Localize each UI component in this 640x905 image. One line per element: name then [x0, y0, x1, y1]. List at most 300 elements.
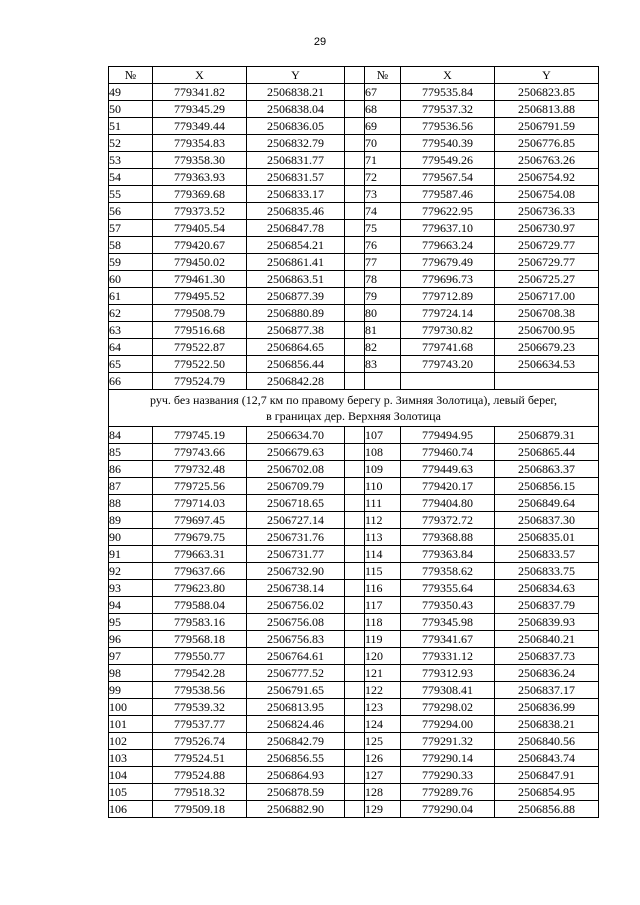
point-number: 107 [365, 427, 401, 444]
column-gap [345, 237, 365, 254]
x-coordinate: 779535.84 [401, 84, 495, 101]
x-coordinate: 779404.80 [401, 495, 495, 512]
x-coordinate: 779549.26 [401, 152, 495, 169]
column-gap [345, 563, 365, 580]
table-row [109, 597, 599, 614]
y-coordinate: 2506856.88 [495, 801, 599, 818]
point-number: 79 [365, 288, 401, 305]
header-y: Y [495, 67, 599, 84]
table-row [109, 631, 599, 648]
column-gap [345, 220, 365, 237]
y-coordinate: 2506861.41 [247, 254, 345, 271]
point-number: 69 [365, 118, 401, 135]
x-coordinate: 779516.68 [153, 322, 247, 339]
x-coordinate: 779308.41 [401, 682, 495, 699]
point-number: 125 [365, 733, 401, 750]
point-number: 54 [109, 169, 153, 186]
column-gap [345, 203, 365, 220]
table-row [109, 750, 599, 767]
y-coordinate: 2506791.65 [247, 682, 345, 699]
point-number: 124 [365, 716, 401, 733]
point-number: 104 [109, 767, 153, 784]
column-gap [345, 529, 365, 546]
x-coordinate: 779373.52 [153, 203, 247, 220]
point-number: 98 [109, 665, 153, 682]
x-coordinate: 779725.56 [153, 478, 247, 495]
x-coordinate: 779509.18 [153, 801, 247, 818]
x-coordinate: 779450.02 [153, 254, 247, 271]
column-gap [345, 135, 365, 152]
table-row [109, 254, 599, 271]
x-coordinate: 779679.75 [153, 529, 247, 546]
x-coordinate: 779537.32 [401, 101, 495, 118]
point-number: 128 [365, 784, 401, 801]
x-coordinate: 779663.31 [153, 546, 247, 563]
x-coordinate: 779622.95 [401, 203, 495, 220]
y-coordinate: 2506854.21 [247, 237, 345, 254]
point-number: 50 [109, 101, 153, 118]
x-coordinate: 779712.89 [401, 288, 495, 305]
table-row [109, 135, 599, 152]
table-row [109, 305, 599, 322]
y-coordinate: 2506708.38 [495, 305, 599, 322]
y-coordinate: 2506847.91 [495, 767, 599, 784]
y-coordinate: 2506634.53 [495, 356, 599, 373]
x-coordinate: 779495.52 [153, 288, 247, 305]
column-gap [345, 597, 365, 614]
x-coordinate: 779524.51 [153, 750, 247, 767]
y-coordinate: 2506856.15 [495, 478, 599, 495]
column-gap [345, 682, 365, 699]
section-1-rows [109, 84, 599, 390]
point-number: 106 [109, 801, 153, 818]
y-coordinate: 2506836.99 [495, 699, 599, 716]
point-number: 59 [109, 254, 153, 271]
table-row [109, 84, 599, 101]
y-coordinate: 2506717.00 [495, 288, 599, 305]
point-number: 86 [109, 461, 153, 478]
column-gap [345, 271, 365, 288]
table-row [109, 339, 599, 356]
y-coordinate: 2506837.17 [495, 682, 599, 699]
x-coordinate: 779536.56 [401, 118, 495, 135]
y-coordinate: 2506754.92 [495, 169, 599, 186]
x-coordinate: 779460.74 [401, 444, 495, 461]
x-coordinate: 779298.02 [401, 699, 495, 716]
y-coordinate: 2506837.73 [495, 648, 599, 665]
page-number: 29 [313, 36, 327, 48]
column-gap [345, 784, 365, 801]
x-coordinate: 779368.88 [401, 529, 495, 546]
point-number: 83 [365, 356, 401, 373]
x-coordinate: 779526.74 [153, 733, 247, 750]
point-number: 103 [109, 750, 153, 767]
y-coordinate: 2506727.14 [247, 512, 345, 529]
y-coordinate: 2506700.95 [495, 322, 599, 339]
y-coordinate: 2506730.97 [495, 220, 599, 237]
y-coordinate: 2506838.21 [495, 716, 599, 733]
table-row [109, 356, 599, 373]
y-coordinate: 2506837.30 [495, 512, 599, 529]
y-coordinate: 2506736.33 [495, 203, 599, 220]
y-coordinate: 2506702.08 [247, 461, 345, 478]
y-coordinate: 2506882.90 [247, 801, 345, 818]
point-number: 81 [365, 322, 401, 339]
column-gap [345, 614, 365, 631]
x-coordinate: 779679.49 [401, 254, 495, 271]
x-coordinate: 779583.16 [153, 614, 247, 631]
y-coordinate: 2506834.63 [495, 580, 599, 597]
point-number: 114 [365, 546, 401, 563]
point-number: 75 [365, 220, 401, 237]
x-coordinate [401, 373, 495, 390]
y-coordinate: 2506756.83 [247, 631, 345, 648]
column-gap [345, 546, 365, 563]
x-coordinate: 779745.19 [153, 427, 247, 444]
point-number: 123 [365, 699, 401, 716]
table-row [109, 203, 599, 220]
table-row [109, 512, 599, 529]
column-gap [345, 767, 365, 784]
point-number: 89 [109, 512, 153, 529]
x-coordinate: 779355.64 [401, 580, 495, 597]
point-number: 120 [365, 648, 401, 665]
table-row [109, 665, 599, 682]
x-coordinate: 779568.18 [153, 631, 247, 648]
column-gap [345, 67, 365, 84]
table-row [109, 767, 599, 784]
column-gap [345, 254, 365, 271]
table-row [109, 495, 599, 512]
table-row [109, 699, 599, 716]
point-number: 67 [365, 84, 401, 101]
column-gap [345, 305, 365, 322]
point-number: 66 [109, 373, 153, 390]
column-gap [345, 461, 365, 478]
x-coordinate: 779637.66 [153, 563, 247, 580]
point-number: 97 [109, 648, 153, 665]
table-row [109, 186, 599, 203]
y-coordinate: 2506754.08 [495, 186, 599, 203]
point-number: 68 [365, 101, 401, 118]
point-number: 55 [109, 186, 153, 203]
section-note [109, 390, 599, 427]
header-row [109, 67, 599, 84]
table-row [109, 801, 599, 818]
x-coordinate: 779714.03 [153, 495, 247, 512]
point-number: 96 [109, 631, 153, 648]
x-coordinate: 779354.83 [153, 135, 247, 152]
y-coordinate: 2506840.56 [495, 733, 599, 750]
y-coordinate: 2506856.44 [247, 356, 345, 373]
point-number: 121 [365, 665, 401, 682]
point-number: 64 [109, 339, 153, 356]
point-number: 122 [365, 682, 401, 699]
y-coordinate: 2506729.77 [495, 254, 599, 271]
y-coordinate: 2506833.75 [495, 563, 599, 580]
table-row [109, 733, 599, 750]
table-row [109, 118, 599, 135]
point-number: 100 [109, 699, 153, 716]
table-row [109, 237, 599, 254]
y-coordinate: 2506843.74 [495, 750, 599, 767]
y-coordinate: 2506813.95 [247, 699, 345, 716]
header-number: № [365, 67, 401, 84]
y-coordinate: 2506709.79 [247, 478, 345, 495]
point-number: 110 [365, 478, 401, 495]
point-number: 94 [109, 597, 153, 614]
y-coordinate: 2506764.61 [247, 648, 345, 665]
point-number: 127 [365, 767, 401, 784]
y-coordinate: 2506634.70 [247, 427, 345, 444]
point-number: 109 [365, 461, 401, 478]
table-row [109, 648, 599, 665]
column-gap [345, 648, 365, 665]
column-gap [345, 631, 365, 648]
table-row [109, 271, 599, 288]
point-number: 88 [109, 495, 153, 512]
point-number: 117 [365, 597, 401, 614]
table-row [109, 288, 599, 305]
column-gap [345, 512, 365, 529]
table-row [109, 784, 599, 801]
column-gap [345, 444, 365, 461]
x-coordinate: 779743.66 [153, 444, 247, 461]
x-coordinate: 779663.24 [401, 237, 495, 254]
y-coordinate: 2506878.59 [247, 784, 345, 801]
column-gap [345, 84, 365, 101]
point-number: 95 [109, 614, 153, 631]
y-coordinate: 2506877.38 [247, 322, 345, 339]
table-row [109, 529, 599, 546]
x-coordinate: 779542.28 [153, 665, 247, 682]
x-coordinate: 779461.30 [153, 271, 247, 288]
y-coordinate: 2506813.88 [495, 101, 599, 118]
column-gap [345, 169, 365, 186]
point-number: 65 [109, 356, 153, 373]
x-coordinate: 779345.98 [401, 614, 495, 631]
table-row [109, 220, 599, 237]
x-coordinate: 779350.43 [401, 597, 495, 614]
column-gap [345, 101, 365, 118]
y-coordinate: 2506836.24 [495, 665, 599, 682]
y-coordinate: 2506763.26 [495, 152, 599, 169]
point-number: 91 [109, 546, 153, 563]
x-coordinate: 779341.67 [401, 631, 495, 648]
point-number: 118 [365, 614, 401, 631]
column-gap [345, 699, 365, 716]
point-number: 84 [109, 427, 153, 444]
x-coordinate: 779341.82 [153, 84, 247, 101]
x-coordinate: 779369.68 [153, 186, 247, 203]
point-number: 111 [365, 495, 401, 512]
y-coordinate: 2506847.78 [247, 220, 345, 237]
y-coordinate: 2506837.79 [495, 597, 599, 614]
y-coordinate: 2506840.21 [495, 631, 599, 648]
table-row [109, 322, 599, 339]
note-line-2: в границах дер. Верхняя Золотица [266, 409, 441, 423]
point-number: 72 [365, 169, 401, 186]
header-x: X [153, 67, 247, 84]
y-coordinate: 2506832.79 [247, 135, 345, 152]
column-gap [345, 801, 365, 818]
point-number: 76 [365, 237, 401, 254]
x-coordinate: 779294.00 [401, 716, 495, 733]
y-coordinate: 2506880.89 [247, 305, 345, 322]
point-number: 102 [109, 733, 153, 750]
x-coordinate: 779550.77 [153, 648, 247, 665]
table-row [109, 546, 599, 563]
column-gap [345, 716, 365, 733]
note-row [109, 390, 599, 427]
column-gap [345, 288, 365, 305]
point-number: 74 [365, 203, 401, 220]
x-coordinate: 779345.29 [153, 101, 247, 118]
column-gap [345, 733, 365, 750]
x-coordinate: 779522.50 [153, 356, 247, 373]
point-number: 49 [109, 84, 153, 101]
y-coordinate [495, 373, 599, 390]
point-number: 92 [109, 563, 153, 580]
column-gap [345, 373, 365, 390]
point-number: 58 [109, 237, 153, 254]
x-coordinate: 779732.48 [153, 461, 247, 478]
table-row [109, 152, 599, 169]
point-number: 56 [109, 203, 153, 220]
y-coordinate: 2506836.05 [247, 118, 345, 135]
header-x: X [401, 67, 495, 84]
point-number: 108 [365, 444, 401, 461]
table-row [109, 614, 599, 631]
y-coordinate: 2506864.93 [247, 767, 345, 784]
point-number: 115 [365, 563, 401, 580]
x-coordinate: 779623.80 [153, 580, 247, 597]
y-coordinate: 2506823.85 [495, 84, 599, 101]
x-coordinate: 779289.76 [401, 784, 495, 801]
point-number: 116 [365, 580, 401, 597]
x-coordinate: 779290.14 [401, 750, 495, 767]
point-number: 53 [109, 152, 153, 169]
point-number: 60 [109, 271, 153, 288]
y-coordinate: 2506718.65 [247, 495, 345, 512]
y-coordinate: 2506877.39 [247, 288, 345, 305]
point-number: 63 [109, 322, 153, 339]
y-coordinate: 2506849.64 [495, 495, 599, 512]
y-coordinate: 2506831.57 [247, 169, 345, 186]
y-coordinate: 2506731.77 [247, 546, 345, 563]
x-coordinate: 779588.04 [153, 597, 247, 614]
column-gap [345, 750, 365, 767]
point-number: 77 [365, 254, 401, 271]
y-coordinate: 2506776.85 [495, 135, 599, 152]
point-number: 113 [365, 529, 401, 546]
point-number: 71 [365, 152, 401, 169]
point-number: 73 [365, 186, 401, 203]
y-coordinate: 2506729.77 [495, 237, 599, 254]
x-coordinate: 779637.10 [401, 220, 495, 237]
x-coordinate: 779724.14 [401, 305, 495, 322]
x-coordinate: 779349.44 [153, 118, 247, 135]
x-coordinate: 779743.20 [401, 356, 495, 373]
y-coordinate: 2506839.93 [495, 614, 599, 631]
point-number: 101 [109, 716, 153, 733]
table-row [109, 563, 599, 580]
column-gap [345, 665, 365, 682]
y-coordinate: 2506833.17 [247, 186, 345, 203]
y-coordinate: 2506756.02 [247, 597, 345, 614]
x-coordinate: 779363.93 [153, 169, 247, 186]
x-coordinate: 779508.79 [153, 305, 247, 322]
point-number: 93 [109, 580, 153, 597]
x-coordinate: 779538.56 [153, 682, 247, 699]
table-row [109, 716, 599, 733]
y-coordinate: 2506833.57 [495, 546, 599, 563]
y-coordinate: 2506842.28 [247, 373, 345, 390]
point-number: 80 [365, 305, 401, 322]
point-number: 52 [109, 135, 153, 152]
y-coordinate: 2506854.95 [495, 784, 599, 801]
table-row [109, 478, 599, 495]
header-y: Y [247, 67, 345, 84]
y-coordinate: 2506791.59 [495, 118, 599, 135]
column-gap [345, 118, 365, 135]
x-coordinate: 779449.63 [401, 461, 495, 478]
x-coordinate: 779290.33 [401, 767, 495, 784]
table-row [109, 101, 599, 118]
point-number [365, 373, 401, 390]
column-gap [345, 495, 365, 512]
point-number: 129 [365, 801, 401, 818]
note-line-1: руч. без названия (12,7 км по правому берегу р. Зимняя Золотица), левый берег, [150, 393, 557, 407]
x-coordinate: 779697.45 [153, 512, 247, 529]
y-coordinate: 2506864.65 [247, 339, 345, 356]
y-coordinate: 2506863.51 [247, 271, 345, 288]
point-number: 57 [109, 220, 153, 237]
point-number: 119 [365, 631, 401, 648]
x-coordinate: 779730.82 [401, 322, 495, 339]
y-coordinate: 2506879.31 [495, 427, 599, 444]
header-number: № [109, 67, 153, 84]
table-row [109, 444, 599, 461]
x-coordinate: 779420.17 [401, 478, 495, 495]
x-coordinate: 779524.88 [153, 767, 247, 784]
table-row [109, 580, 599, 597]
table-row [109, 373, 599, 390]
y-coordinate: 2506679.23 [495, 339, 599, 356]
column-gap [345, 427, 365, 444]
column-gap [345, 339, 365, 356]
y-coordinate: 2506756.08 [247, 614, 345, 631]
y-coordinate: 2506777.52 [247, 665, 345, 682]
y-coordinate: 2506838.21 [247, 84, 345, 101]
x-coordinate: 779524.79 [153, 373, 247, 390]
point-number: 61 [109, 288, 153, 305]
point-number: 82 [365, 339, 401, 356]
x-coordinate: 779291.32 [401, 733, 495, 750]
x-coordinate: 779420.67 [153, 237, 247, 254]
y-coordinate: 2506856.55 [247, 750, 345, 767]
y-coordinate: 2506835.46 [247, 203, 345, 220]
x-coordinate: 779358.62 [401, 563, 495, 580]
point-number: 70 [365, 135, 401, 152]
x-coordinate: 779290.04 [401, 801, 495, 818]
section-2-rows [109, 427, 599, 818]
y-coordinate: 2506732.90 [247, 563, 345, 580]
point-number: 85 [109, 444, 153, 461]
y-coordinate: 2506725.27 [495, 271, 599, 288]
y-coordinate: 2506863.37 [495, 461, 599, 478]
y-coordinate: 2506824.46 [247, 716, 345, 733]
